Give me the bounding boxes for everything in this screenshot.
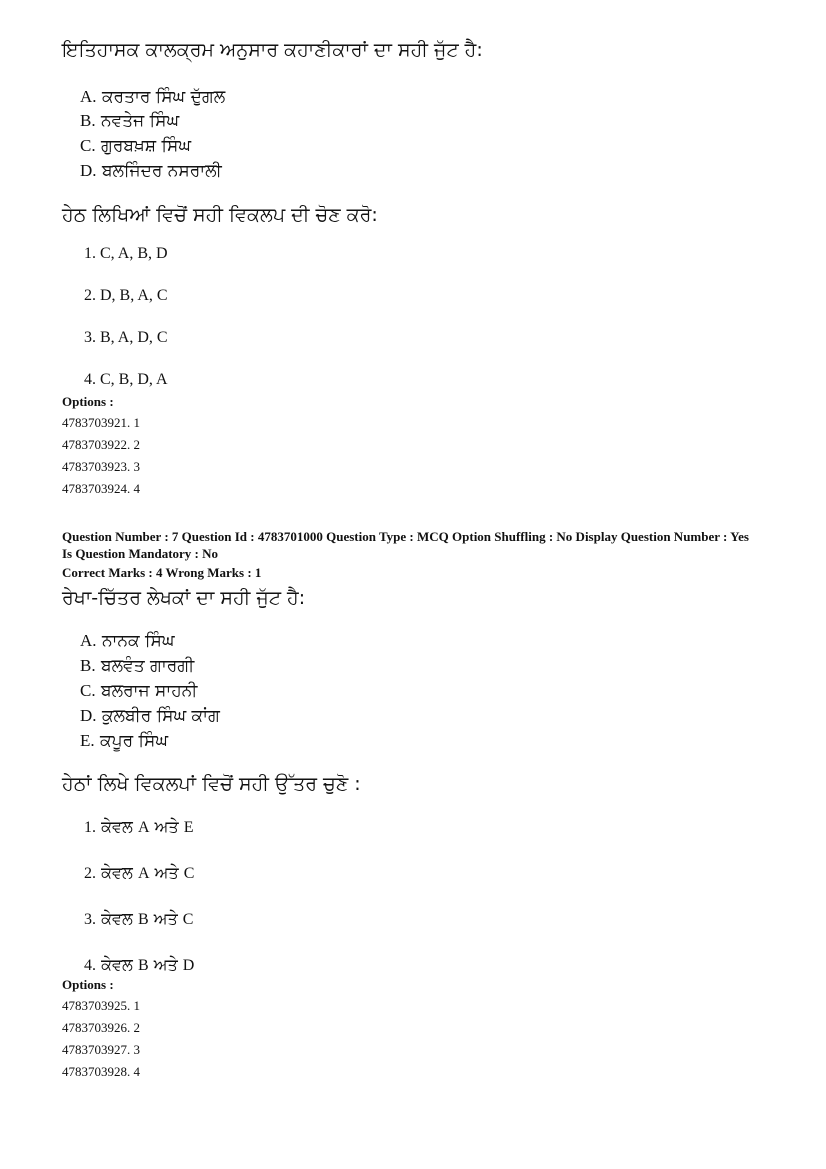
q7-choice-1 <box>84 816 193 839</box>
choice-letter-a: A <box>137 819 150 836</box>
q6-stem: ਇਤਿਹਾਸਕ ਕਾਲਕ੍ਰਮ ਅਨੁਸਾਰ ਕਹਾਣੀਕਾਰਾਂ ਦਾ ਸਹੀ ਜੁੱਟ ਹੈ: <box>62 39 483 61</box>
choice-text: B, A, D, C <box>100 329 168 346</box>
q7-option-id-1: 4783703925. 1 <box>62 998 140 1013</box>
q7-choice-4 <box>84 954 194 977</box>
q7-option-id-2: 4783703926. 2 <box>62 1020 140 1035</box>
statement-text: ਬਲਜਿੰਦਰ ਨਸਰਾਲੀ <box>101 161 222 181</box>
statement-label: A. <box>80 87 97 106</box>
choice-prefix: ਕੇਵਲ <box>101 955 138 974</box>
statement-label: A. <box>80 631 97 650</box>
statement-label: C. <box>80 136 96 155</box>
statement-text: ਬਲਵੰਤ ਗਾਰਗੀ <box>101 656 195 676</box>
choice-letter-b: D <box>182 957 195 974</box>
statement-text: ਬਲਰਾਜ ਸਾਹਨੀ <box>101 681 198 701</box>
statement-label: C. <box>80 681 96 700</box>
choice-number: 1. <box>84 245 96 262</box>
choice-number: 3. <box>84 329 96 346</box>
statement-text: ਕਰਤਾਰ ਸਿੰਘ ਦੁੱਗਲ <box>101 87 226 107</box>
q7-instruction: ਹੇਠਾਂ ਲਿਖੇ ਵਿਕਲਪਾਂ ਵਿਚੋਂ ਸਹੀ ਉੱਤਰ ਚੁਣੋ : <box>62 773 361 795</box>
q7-statement-d <box>80 704 220 728</box>
choice-number: 4. <box>84 957 96 974</box>
statement-text: ਨਾਨਕ ਸਿੰਘ <box>101 631 175 651</box>
choice-number: 2. <box>84 865 96 882</box>
q7-question-meta: Question Number : 7 Question Id : 4783701000 Question Type : MCQ Option Shuffling : No Display Question Number : Yes Is Question Mandatory : No <box>62 529 749 561</box>
q7-choice-2 <box>84 862 194 885</box>
statement-label: B. <box>80 656 96 675</box>
q7-choice-3 <box>84 908 193 931</box>
q6-instruction: ਹੇਠ ਲਿਖਿਆਂ ਵਿਚੋਂ ਸਹੀ ਵਿਕਲਪ ਦੀ ਚੋਣ ਕਰੋ: <box>62 204 378 226</box>
q6-option-id-1: 4783703921. 1 <box>62 415 140 430</box>
choice-text: C, A, B, D <box>100 245 168 262</box>
q6-option-id-4: 4783703924. 4 <box>62 481 140 496</box>
choice-number: 2. <box>84 287 96 304</box>
q7-options-label: Options : <box>62 977 114 992</box>
choice-letter-b: C <box>183 865 195 882</box>
choice-prefix: ਕੇਵਲ <box>101 863 138 882</box>
choice-prefix: ਕੇਵਲ <box>101 909 138 928</box>
q6-option-id-2: 4783703922. 2 <box>62 437 140 452</box>
statement-label: E. <box>80 731 95 750</box>
q7-statement-a <box>80 629 175 653</box>
statement-label: D. <box>80 706 97 725</box>
statement-text: ਗੁਰਬਖ਼ਸ਼ ਸਿੰਘ <box>101 136 191 156</box>
q7-stem: ਰੇਖਾ-ਚਿੱਤਰ ਲੇਖਕਾਂ ਦਾ ਸਹੀ ਜੁੱਟ ਹੈ: <box>62 587 306 609</box>
choice-letter-b: E <box>183 819 194 836</box>
choice-number: 1. <box>84 819 96 836</box>
q7-statement-e <box>80 729 168 753</box>
q6-choice-4 <box>84 369 168 391</box>
statement-text: ਕੁਲਬੀਰ ਸਿੰਘ ਕਾਂਗ <box>101 706 220 726</box>
q7-option-id-3: 4783703927. 3 <box>62 1042 140 1057</box>
choice-conjunction: ਅਤੇ <box>149 817 184 836</box>
statement-label: B. <box>80 111 96 130</box>
q6-choice-3 <box>84 327 168 349</box>
statement-text: ਕਪੂਰ ਸਿੰਘ <box>100 731 168 751</box>
q6-statement-d <box>80 159 222 183</box>
q6-statement-a <box>80 85 225 109</box>
choice-prefix: ਕੇਵਲ <box>101 817 138 836</box>
choice-letter-a: A <box>137 865 150 882</box>
q6-choice-1 <box>84 243 168 265</box>
choice-letter-a: B <box>137 957 149 974</box>
choice-conjunction: ਅਤੇ <box>148 909 183 928</box>
q6-option-id-3: 4783703923. 3 <box>62 459 140 474</box>
statement-label: D. <box>80 161 97 180</box>
choice-number: 3. <box>84 911 96 928</box>
choice-letter-a: B <box>137 911 149 928</box>
statement-text: ਨਵਤੇਜ ਸਿੰਘ <box>101 111 180 131</box>
choice-letter-b: C <box>182 911 194 928</box>
choice-text: C, B, D, A <box>100 371 168 388</box>
q6-options-label: Options : <box>62 394 114 409</box>
q6-statement-b <box>80 109 179 133</box>
choice-conjunction: ਅਤੇ <box>148 955 183 974</box>
q7-statement-c <box>80 679 197 703</box>
q6-statement-c <box>80 134 191 158</box>
q7-option-id-4: 4783703928. 4 <box>62 1064 140 1079</box>
choice-conjunction: ਅਤੇ <box>149 863 184 882</box>
q7-marks-meta: Correct Marks : 4 Wrong Marks : 1 <box>62 565 262 580</box>
q6-choice-2 <box>84 285 168 307</box>
q7-statement-b <box>80 654 194 678</box>
choice-number: 4. <box>84 371 96 388</box>
choice-text: D, B, A, C <box>100 287 168 304</box>
